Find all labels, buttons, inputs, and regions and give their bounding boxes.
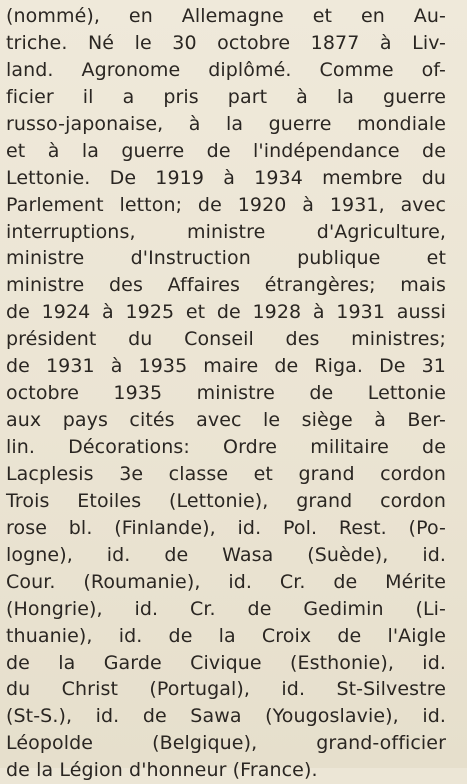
text-line: Léopolde (Belgique), grand-officier bbox=[6, 732, 446, 755]
text-line: (Hongrie), id. Cr. de Gedimin (Li- bbox=[6, 597, 446, 620]
text-line: rose bl. (Finlande), id. Pol. Rest. (Po- bbox=[6, 516, 446, 539]
text-line: ministre d'Instruction publique et bbox=[6, 247, 446, 270]
text-line: ministre des Affaires étrangères; mais bbox=[6, 274, 446, 297]
text-line: land. Agronome diplômé. Comme of- bbox=[6, 58, 446, 81]
text-line: (nommé), en Allemagne et en Au- bbox=[6, 5, 446, 27]
text-line: interruptions, ministre d'Agriculture, bbox=[6, 220, 446, 243]
biography-text bbox=[6, 3, 446, 784]
text-line: et à la guerre de l'indépendance de bbox=[6, 139, 446, 162]
text-line: de 1931 à 1935 maire de Riga. De 31 bbox=[6, 355, 446, 378]
text-line: lin. Décorations: Ordre militaire de bbox=[6, 436, 446, 458]
text-line: président du Conseil des ministres; bbox=[6, 328, 446, 351]
text-line: thuanie), id. de la Croix de l'Aigle bbox=[6, 624, 446, 647]
text-line: octobre 1935 ministre de Lettonie bbox=[6, 382, 446, 405]
text-line: triche. Né le 30 octobre 1877 à Liv- bbox=[6, 31, 446, 54]
text-line: ficier il a pris part à la guerre bbox=[6, 85, 446, 108]
text-line: logne), id. de Wasa (Suède), id. bbox=[6, 543, 446, 566]
text-line: de la Légion d'honneur (France). bbox=[6, 759, 318, 782]
text-line: du Christ (Portugal), id. St-Silvestre bbox=[6, 678, 446, 701]
text-line: Lacplesis 3e classe et grand cordon bbox=[6, 462, 446, 485]
text-line: Cour. (Roumanie), id. Cr. de Mérite bbox=[6, 570, 446, 593]
text-line: de 1924 à 1925 et de 1928 à 1931 aussi bbox=[6, 301, 446, 324]
text-line: de la Garde Civique (Esthonie), id. bbox=[6, 651, 446, 674]
text-line: Parlement letton; de 1920 à 1931, avec bbox=[6, 193, 446, 216]
text-line: aux pays cités avec le siège à Ber- bbox=[6, 409, 446, 432]
text-line: russo-japonaise, à la guerre mondiale bbox=[6, 112, 446, 135]
text-line: Trois Etoiles (Lettonie), grand cordon bbox=[6, 489, 446, 512]
text-line: Lettonie. De 1919 à 1934 membre du bbox=[6, 166, 446, 189]
text-line: (St-S.), id. de Sawa (Yougoslavie), id. bbox=[6, 705, 446, 728]
